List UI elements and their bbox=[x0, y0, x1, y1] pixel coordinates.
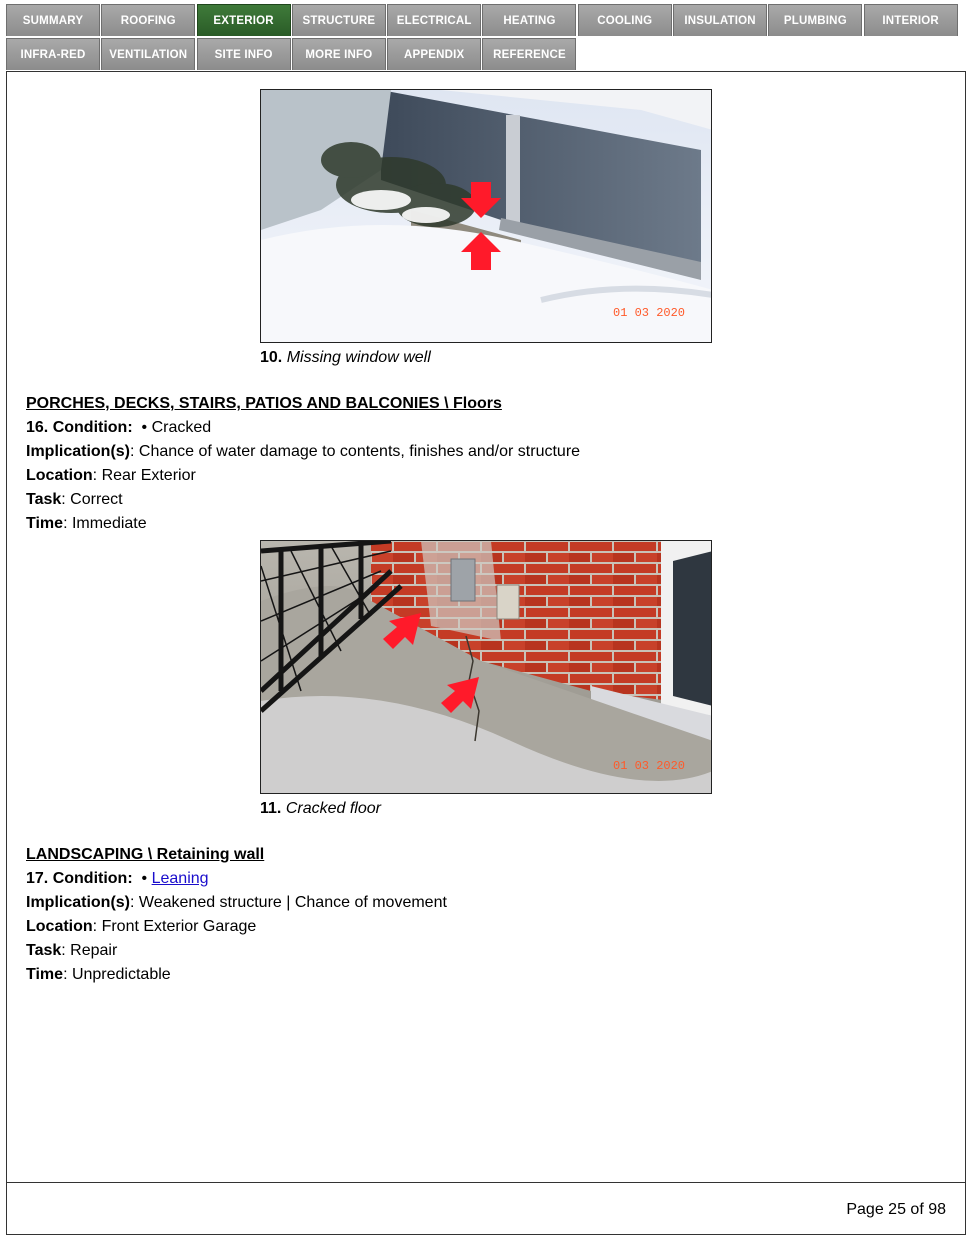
task-value: Correct bbox=[70, 491, 123, 508]
task-value: Repair bbox=[70, 942, 118, 959]
condition-value: Cracked bbox=[151, 419, 212, 436]
tab-more-info[interactable]: MORE INFO bbox=[292, 38, 386, 70]
tab-reference[interactable]: REFERENCE bbox=[482, 38, 576, 70]
navigation-tabs bbox=[0, 0, 970, 72]
tab-electrical[interactable]: ELECTRICAL bbox=[387, 4, 481, 36]
location-label: Location bbox=[26, 918, 93, 935]
tab-insulation[interactable]: INSULATION bbox=[673, 4, 767, 36]
location-line: Location: Rear Exterior bbox=[26, 467, 196, 484]
photo-missing-window-well bbox=[260, 89, 712, 343]
time-line: Time: Unpredictable bbox=[26, 966, 171, 983]
time-value: Unpredictable bbox=[71, 966, 171, 983]
implication-value: Chance of water damage to contents, finishes and/or structure bbox=[138, 443, 581, 460]
time-line: Time: Immediate bbox=[26, 515, 147, 532]
photo-number: 11. bbox=[260, 800, 282, 817]
implication-label: Implication(s) bbox=[26, 443, 131, 460]
bullet: • bbox=[137, 419, 152, 436]
photo-caption bbox=[260, 349, 431, 367]
implication-label: Implication(s) bbox=[26, 894, 131, 911]
tab-roofing[interactable]: ROOFING bbox=[101, 4, 195, 36]
condition-link-leaning[interactable]: Leaning bbox=[151, 870, 209, 887]
location-value: Rear Exterior bbox=[101, 467, 196, 484]
photo-cracked-floor bbox=[260, 540, 712, 794]
tab-exterior[interactable]: EXTERIOR bbox=[197, 4, 291, 36]
condition-label: 16. Condition: bbox=[26, 419, 133, 436]
tab-site-info[interactable]: SITE INFO bbox=[197, 38, 291, 70]
tab-appendix[interactable]: APPENDIX bbox=[387, 38, 481, 70]
bullet: • bbox=[137, 870, 152, 887]
task-line: Task: Repair bbox=[26, 942, 118, 959]
photo-caption-text: Cracked floor bbox=[285, 800, 381, 817]
location-label: Location bbox=[26, 467, 93, 484]
section-heading: LANDSCAPING \ Retaining wall bbox=[26, 846, 265, 863]
task-label: Task bbox=[26, 942, 62, 959]
tab-heating[interactable]: HEATING bbox=[482, 4, 576, 36]
time-label: Time bbox=[26, 515, 64, 532]
time-value: Immediate bbox=[71, 515, 147, 532]
cracked-floor-image bbox=[261, 541, 712, 794]
page-number: Page 25 of 98 bbox=[846, 1201, 946, 1218]
tab-structure[interactable]: STRUCTURE bbox=[292, 4, 386, 36]
section-heading: PORCHES, DECKS, STAIRS, PATIOS AND BALCONIES \ Floors bbox=[26, 395, 502, 412]
condition-label: 17. Condition: bbox=[26, 870, 133, 887]
photo-number: 10. bbox=[260, 349, 283, 366]
tab-plumbing[interactable]: PLUMBING bbox=[768, 4, 862, 36]
window-well-image bbox=[261, 90, 712, 343]
location-line: Location: Front Exterior Garage bbox=[26, 918, 257, 935]
photo-caption-text: Missing window well bbox=[286, 349, 431, 366]
time-label: Time bbox=[26, 966, 64, 983]
footer-divider bbox=[6, 1182, 966, 1183]
task-label: Task bbox=[26, 491, 62, 508]
condition-line bbox=[26, 870, 209, 888]
location-value: Front Exterior Garage bbox=[101, 918, 257, 935]
implication-line: Implication(s): Weakened structure | Chance of movement bbox=[26, 894, 447, 911]
photo-caption bbox=[260, 800, 381, 818]
tab-ventilation[interactable]: VENTILATION bbox=[101, 38, 195, 70]
tab-cooling[interactable]: COOLING bbox=[578, 4, 672, 36]
task-line: Task: Correct bbox=[26, 491, 123, 508]
implication-value: Weakened structure | Chance of movement bbox=[138, 894, 447, 911]
tab-row-1 bbox=[6, 4, 959, 36]
tab-row-2 bbox=[6, 38, 578, 70]
implication-line: Implication(s): Chance of water damage to contents, finishes and/or structure bbox=[26, 443, 581, 460]
photo-datestamp: 01 03 2020 bbox=[613, 759, 686, 773]
tab-summary[interactable]: SUMMARY bbox=[6, 4, 100, 36]
condition-line bbox=[26, 419, 211, 437]
photo-datestamp: 01 03 2020 bbox=[613, 306, 686, 320]
tab-interior[interactable]: INTERIOR bbox=[864, 4, 958, 36]
tab-infra-red[interactable]: INFRA-RED bbox=[6, 38, 100, 70]
